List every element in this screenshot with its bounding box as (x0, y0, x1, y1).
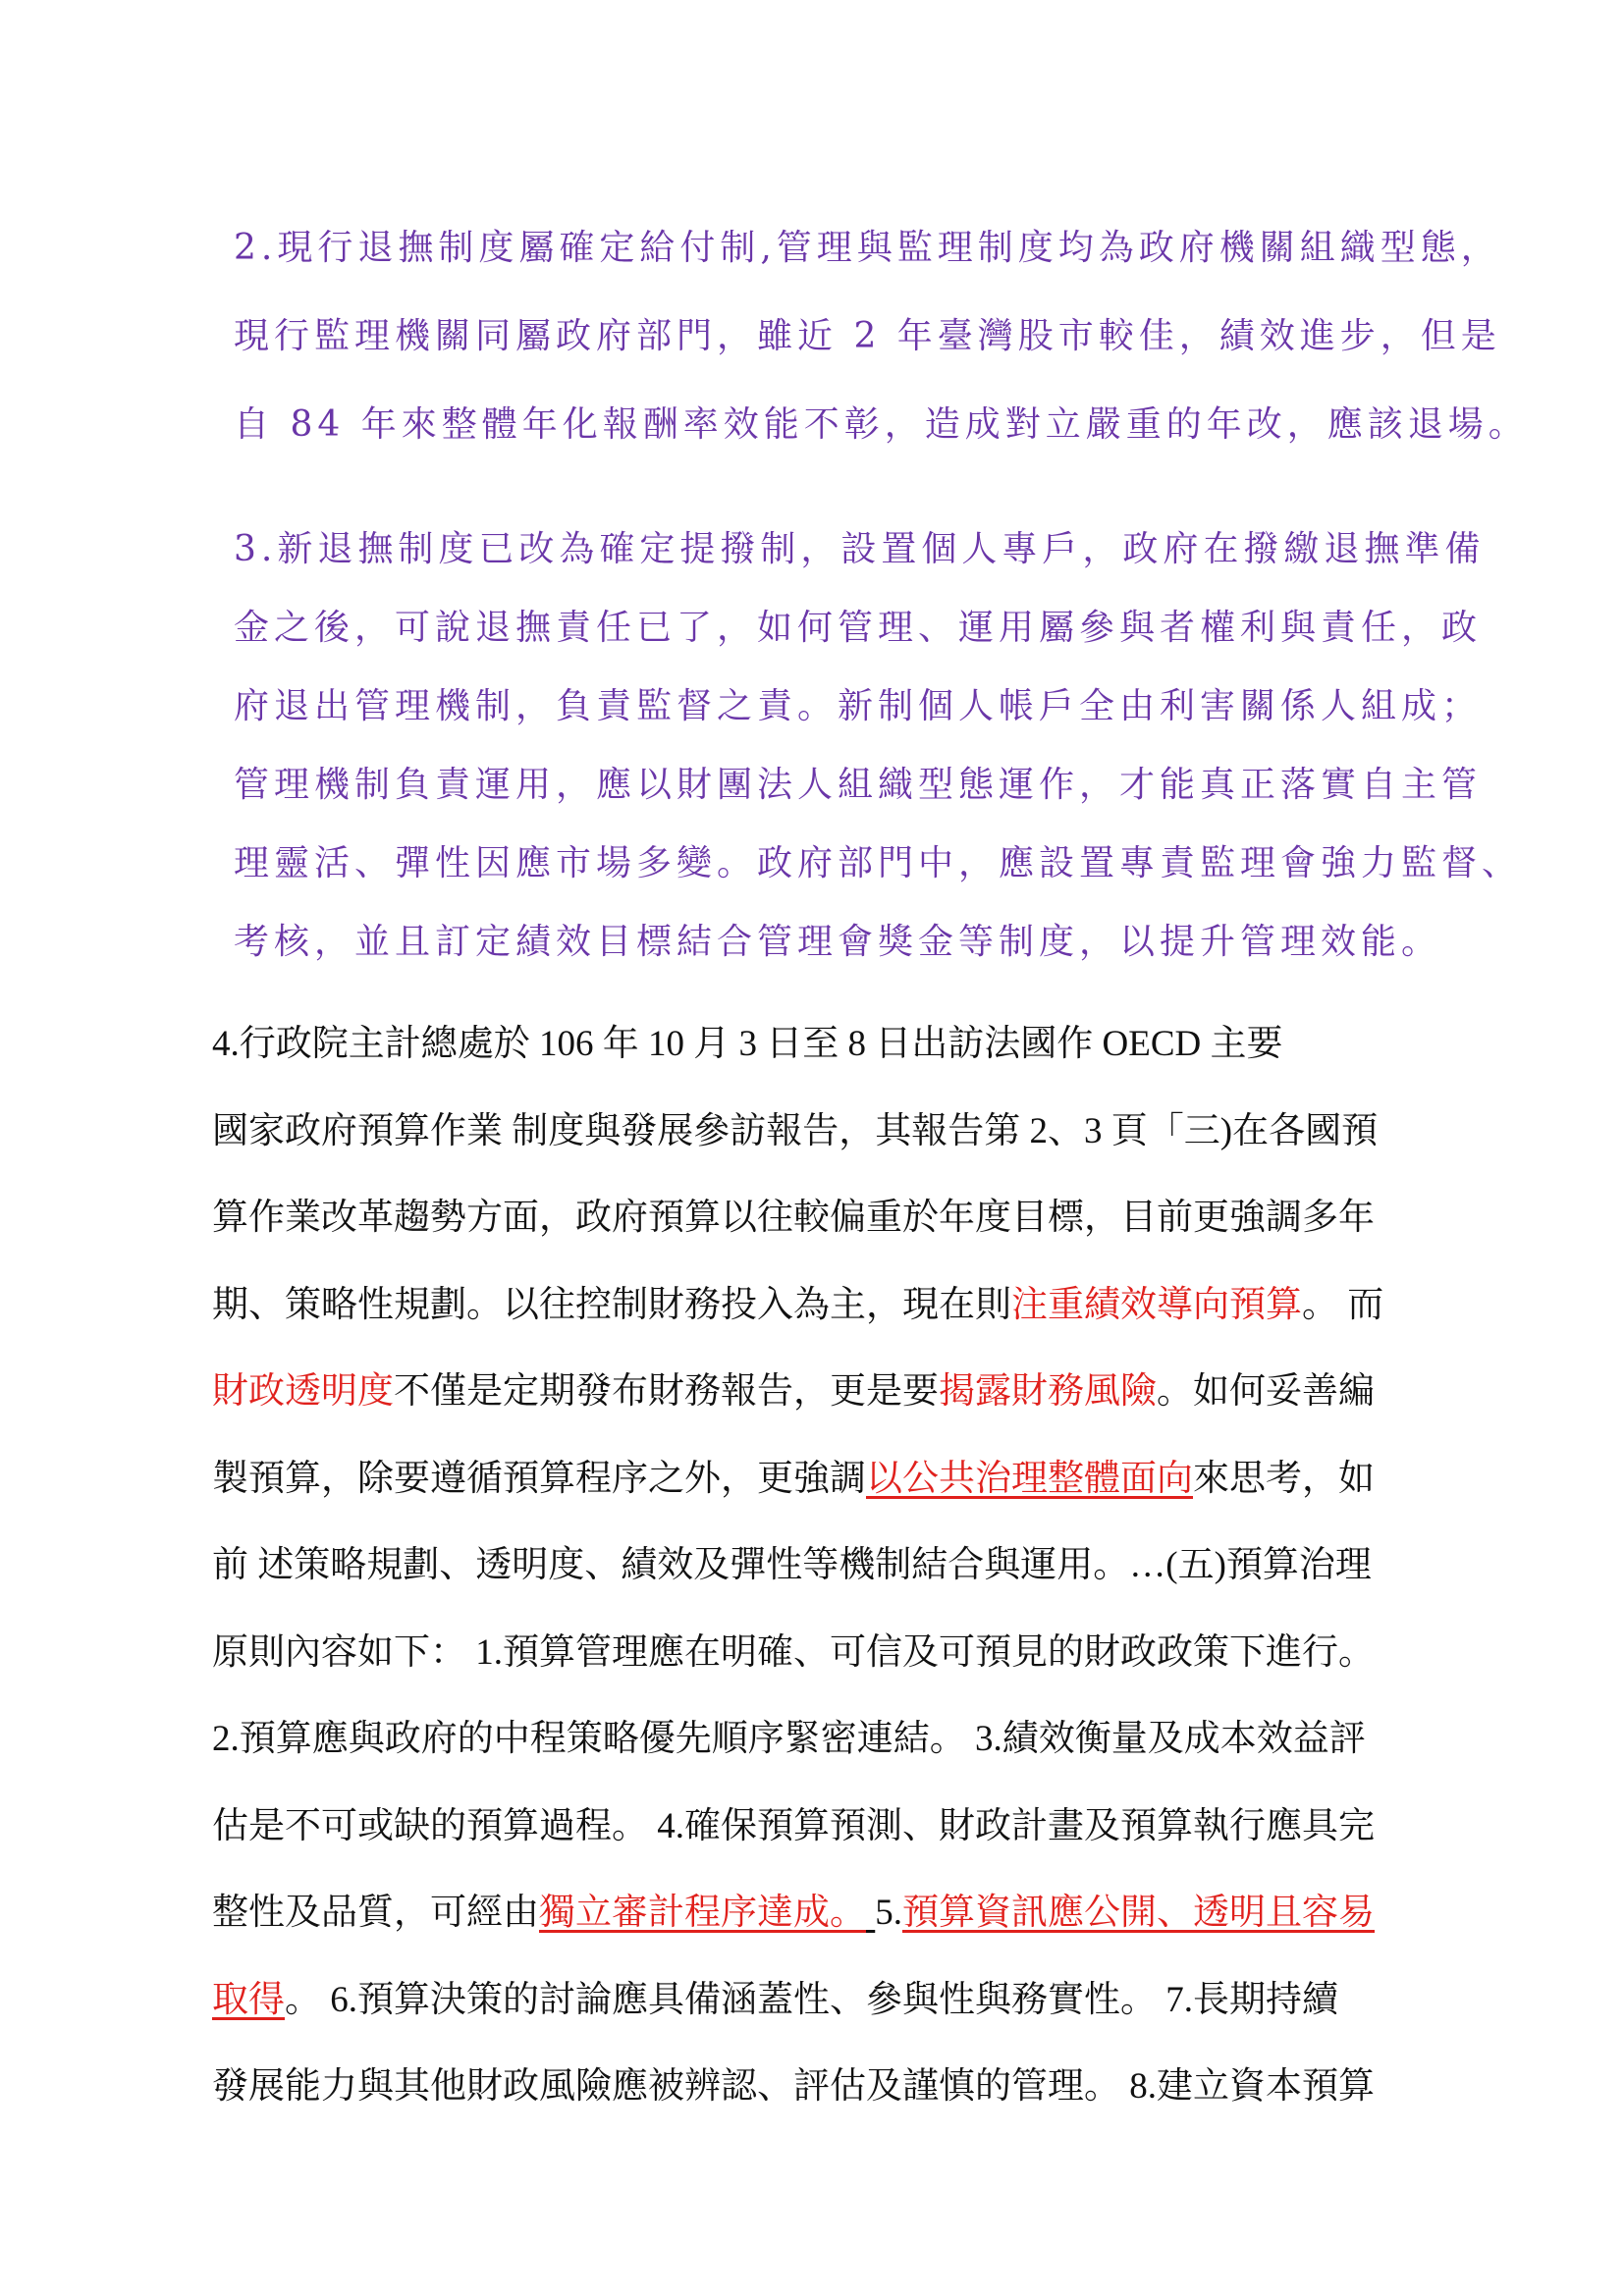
text-segment: 。如何妥善編 (1157, 1371, 1375, 1412)
highlight-disclose-risk: 揭露財務風險 (939, 1371, 1157, 1412)
text-segment: 不僅是定期發布財務報告，更是要 (394, 1371, 939, 1412)
underlined-gap (866, 1893, 875, 1933)
text-segment: 整性及品質，可經由 (212, 1893, 539, 1933)
text-line: 現行監理機關同屬政府部門，雖近 2 年臺灣股市較佳，績效進步，但是 (234, 316, 1501, 356)
text-line: 管理機制負責運用，應以財團法人組織型態運作，才能真正落實自主管 (234, 765, 1483, 805)
text-line: 府退出管理機制，負責監督之責。新制個人帳戶全由利害關係人組成； (234, 686, 1483, 726)
highlight-budget-info-open: 預算資訊應公開、透明且容易 (902, 1893, 1375, 1933)
text-line: 3.新退撫制度已改為確定提撥制，設置個人專戶，政府在撥繳退撫準備 (234, 529, 1486, 569)
point-4-paragraph (212, 1001, 1449, 2131)
highlight-fiscal-transparency: 財政透明度 (212, 1371, 394, 1412)
text-line: 金之後，可說退撫責任已了，如何管理、運用屬參與者權利與責任，政 (234, 608, 1483, 648)
highlight-public-governance: 以公共治理整體面向 (866, 1458, 1193, 1499)
text-segment: 製預算，除要遵循預算程序之外，更強調 (212, 1458, 866, 1499)
text-line (212, 1262, 1449, 1350)
text-segment: 。 而 (1302, 1284, 1384, 1325)
text-segment: 。 6.預算決策的討論應具備涵蓋性、參與性與務實性。 7.長期持續 (285, 1979, 1338, 2020)
text-line: 發展能力與其他財政風險應被辨認、評估及謹慎的管理。 8.建立資本預算 (212, 2066, 1375, 2107)
text-line (212, 1436, 1449, 1523)
point-2-paragraph (234, 204, 1529, 469)
text-line (212, 1957, 1449, 2045)
text-segment: 5. (875, 1893, 902, 1933)
text-line: 4.行政院主計總處於 106 年 10 月 3 日至 8 日出訪法國作 OECD 主要 (212, 1024, 1283, 1064)
text-line: 理靈活、彈性因應市場多變。政府部門中，應設置專責監理會強力監督、 (234, 843, 1523, 883)
text-line: 2.現行退撫制度屬確定給付制,管理與監理制度均為政府機關組織型態， (234, 228, 1501, 268)
highlight-independent-audit: 獨立審計程序達成。 (539, 1893, 866, 1933)
text-line (212, 1870, 1449, 1957)
text-segment: 來思考，如 (1193, 1458, 1375, 1499)
highlight-performance-budget: 注重績效導向預算 (1011, 1284, 1302, 1325)
text-line: 自 84 年來整體年化報酬率效能不彰，造成對立嚴重的年改，應該退場。 (234, 404, 1529, 445)
point-3-paragraph (234, 510, 1523, 982)
text-line: 國家政府預算作業 制度與發展參訪報告，其報告第 2、3 頁「三)在各國預 (212, 1110, 1379, 1151)
highlight-obtain: 取得 (212, 1979, 285, 2020)
text-line: 算作業改革趨勢方面，政府預算以往較偏重於年度目標，目前更強調多年 (212, 1198, 1375, 1238)
text-line: 2.預算應與政府的中程策略優先順序緊密連結。 3.績效衡量及成本效益評 (212, 1719, 1366, 1759)
text-line: 原則內容如下： 1.預算管理應在明確、可信及可預見的財政政策下進行。 (212, 1631, 1375, 1673)
text-segment: 期、策略性規劃。以往控制財務投入為主，現在則 (212, 1284, 1011, 1325)
text-line: 考核，並且訂定績效目標結合管理會獎金等制度，以提升管理效能。 (234, 922, 1442, 962)
text-line: 前 述策略規劃、透明度、績效及彈性等機制結合與運用。…(五)預算治理 (212, 1545, 1372, 1585)
text-line (212, 1349, 1449, 1436)
text-line: 估是不可或缺的預算過程。 4.確保預算預測、財政計畫及預算執行應具完 (212, 1805, 1375, 1846)
